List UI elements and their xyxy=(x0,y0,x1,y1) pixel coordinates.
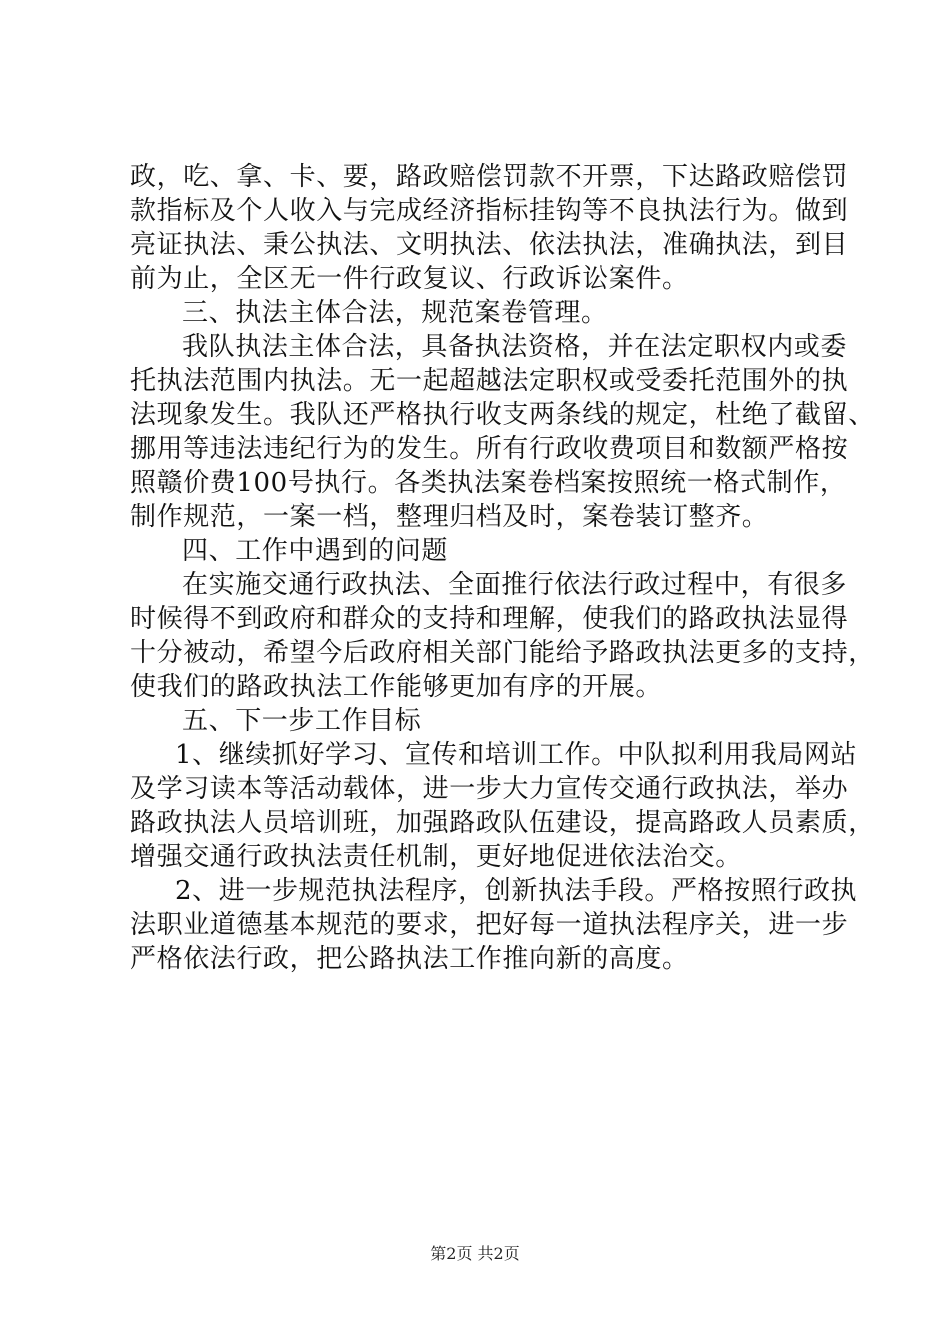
paragraph-line: 我队执法主体合法，具备执法资格，并在法定职权内或委 xyxy=(182,332,848,362)
paragraph-line: 2、进一步规范执法程序，创新执法手段。严格按照行政执 xyxy=(175,876,858,906)
paragraph-line: 时候得不到政府和群众的支持和理解，使我们的路政执法显得 xyxy=(130,604,849,634)
page-footer xyxy=(0,1244,950,1264)
paragraph-line: 托执法范围内执法。无一起超越法定职权或受委托范围外的执 xyxy=(130,366,849,396)
paragraph-line: 路政执法人员培训班，加强路政队伍建设，提高路政人员素质， xyxy=(130,808,875,838)
section-heading: 五、下一步工作目标 xyxy=(182,706,422,736)
paragraph-line: 前为止，全区无一件行政复议、行政诉讼案件。 xyxy=(130,264,689,294)
paragraph-line: 挪用等违法违纪行为的发生。所有行政收费项目和数额严格按 xyxy=(130,434,849,464)
paragraph-line: 制作规范，一案一档，整理归档及时，案卷装订整齐。 xyxy=(130,502,769,532)
paragraph-line: 十分被动，希望今后政府相关部门能给予路政执法更多的支持， xyxy=(130,638,875,668)
paragraph-line: 1、继续抓好学习、宣传和培训工作。中队拟利用我局网站 xyxy=(175,740,858,770)
page-number: 第2页 共2页 xyxy=(430,1244,520,1263)
paragraph-line: 法现象发生。我队还严格执行收支两条线的规定，杜绝了截留、 xyxy=(130,400,875,430)
section-heading: 四、工作中遇到的问题 xyxy=(182,536,449,566)
paragraph-line: 亮证执法、秉公执法、文明执法、依法执法，准确执法，到目 xyxy=(130,230,849,260)
section-heading: 三、执法主体合法，规范案卷管理。 xyxy=(182,298,608,328)
paragraph-line: 在实施交通行政执法、全面推行依法行政过程中，有很多 xyxy=(182,570,848,600)
paragraph-line: 增强交通行政执法责任机制，更好地促进依法治交。 xyxy=(130,842,742,872)
paragraph-line: 法职业道德基本规范的要求，把好每一道执法程序关，进一步 xyxy=(130,910,849,940)
paragraph-line: 政，吃、拿、卡、要，路政赔偿罚款不开票，下达路政赔偿罚 xyxy=(130,162,849,192)
paragraph-line: 照赣价费100号执行。各类执法案卷档案按照统一格式制作， xyxy=(130,468,847,498)
paragraph-line: 使我们的路政执法工作能够更加有序的开展。 xyxy=(130,672,663,702)
paragraph-line: 严格依法行政，把公路执法工作推向新的高度。 xyxy=(130,944,689,974)
paragraph-line: 款指标及个人收入与完成经济指标挂钩等不良执法行为。做到 xyxy=(130,196,849,226)
paragraph-line: 及学习读本等活动载体，进一步大力宣传交通行政执法，举办 xyxy=(130,774,849,804)
document-body xyxy=(130,160,875,976)
